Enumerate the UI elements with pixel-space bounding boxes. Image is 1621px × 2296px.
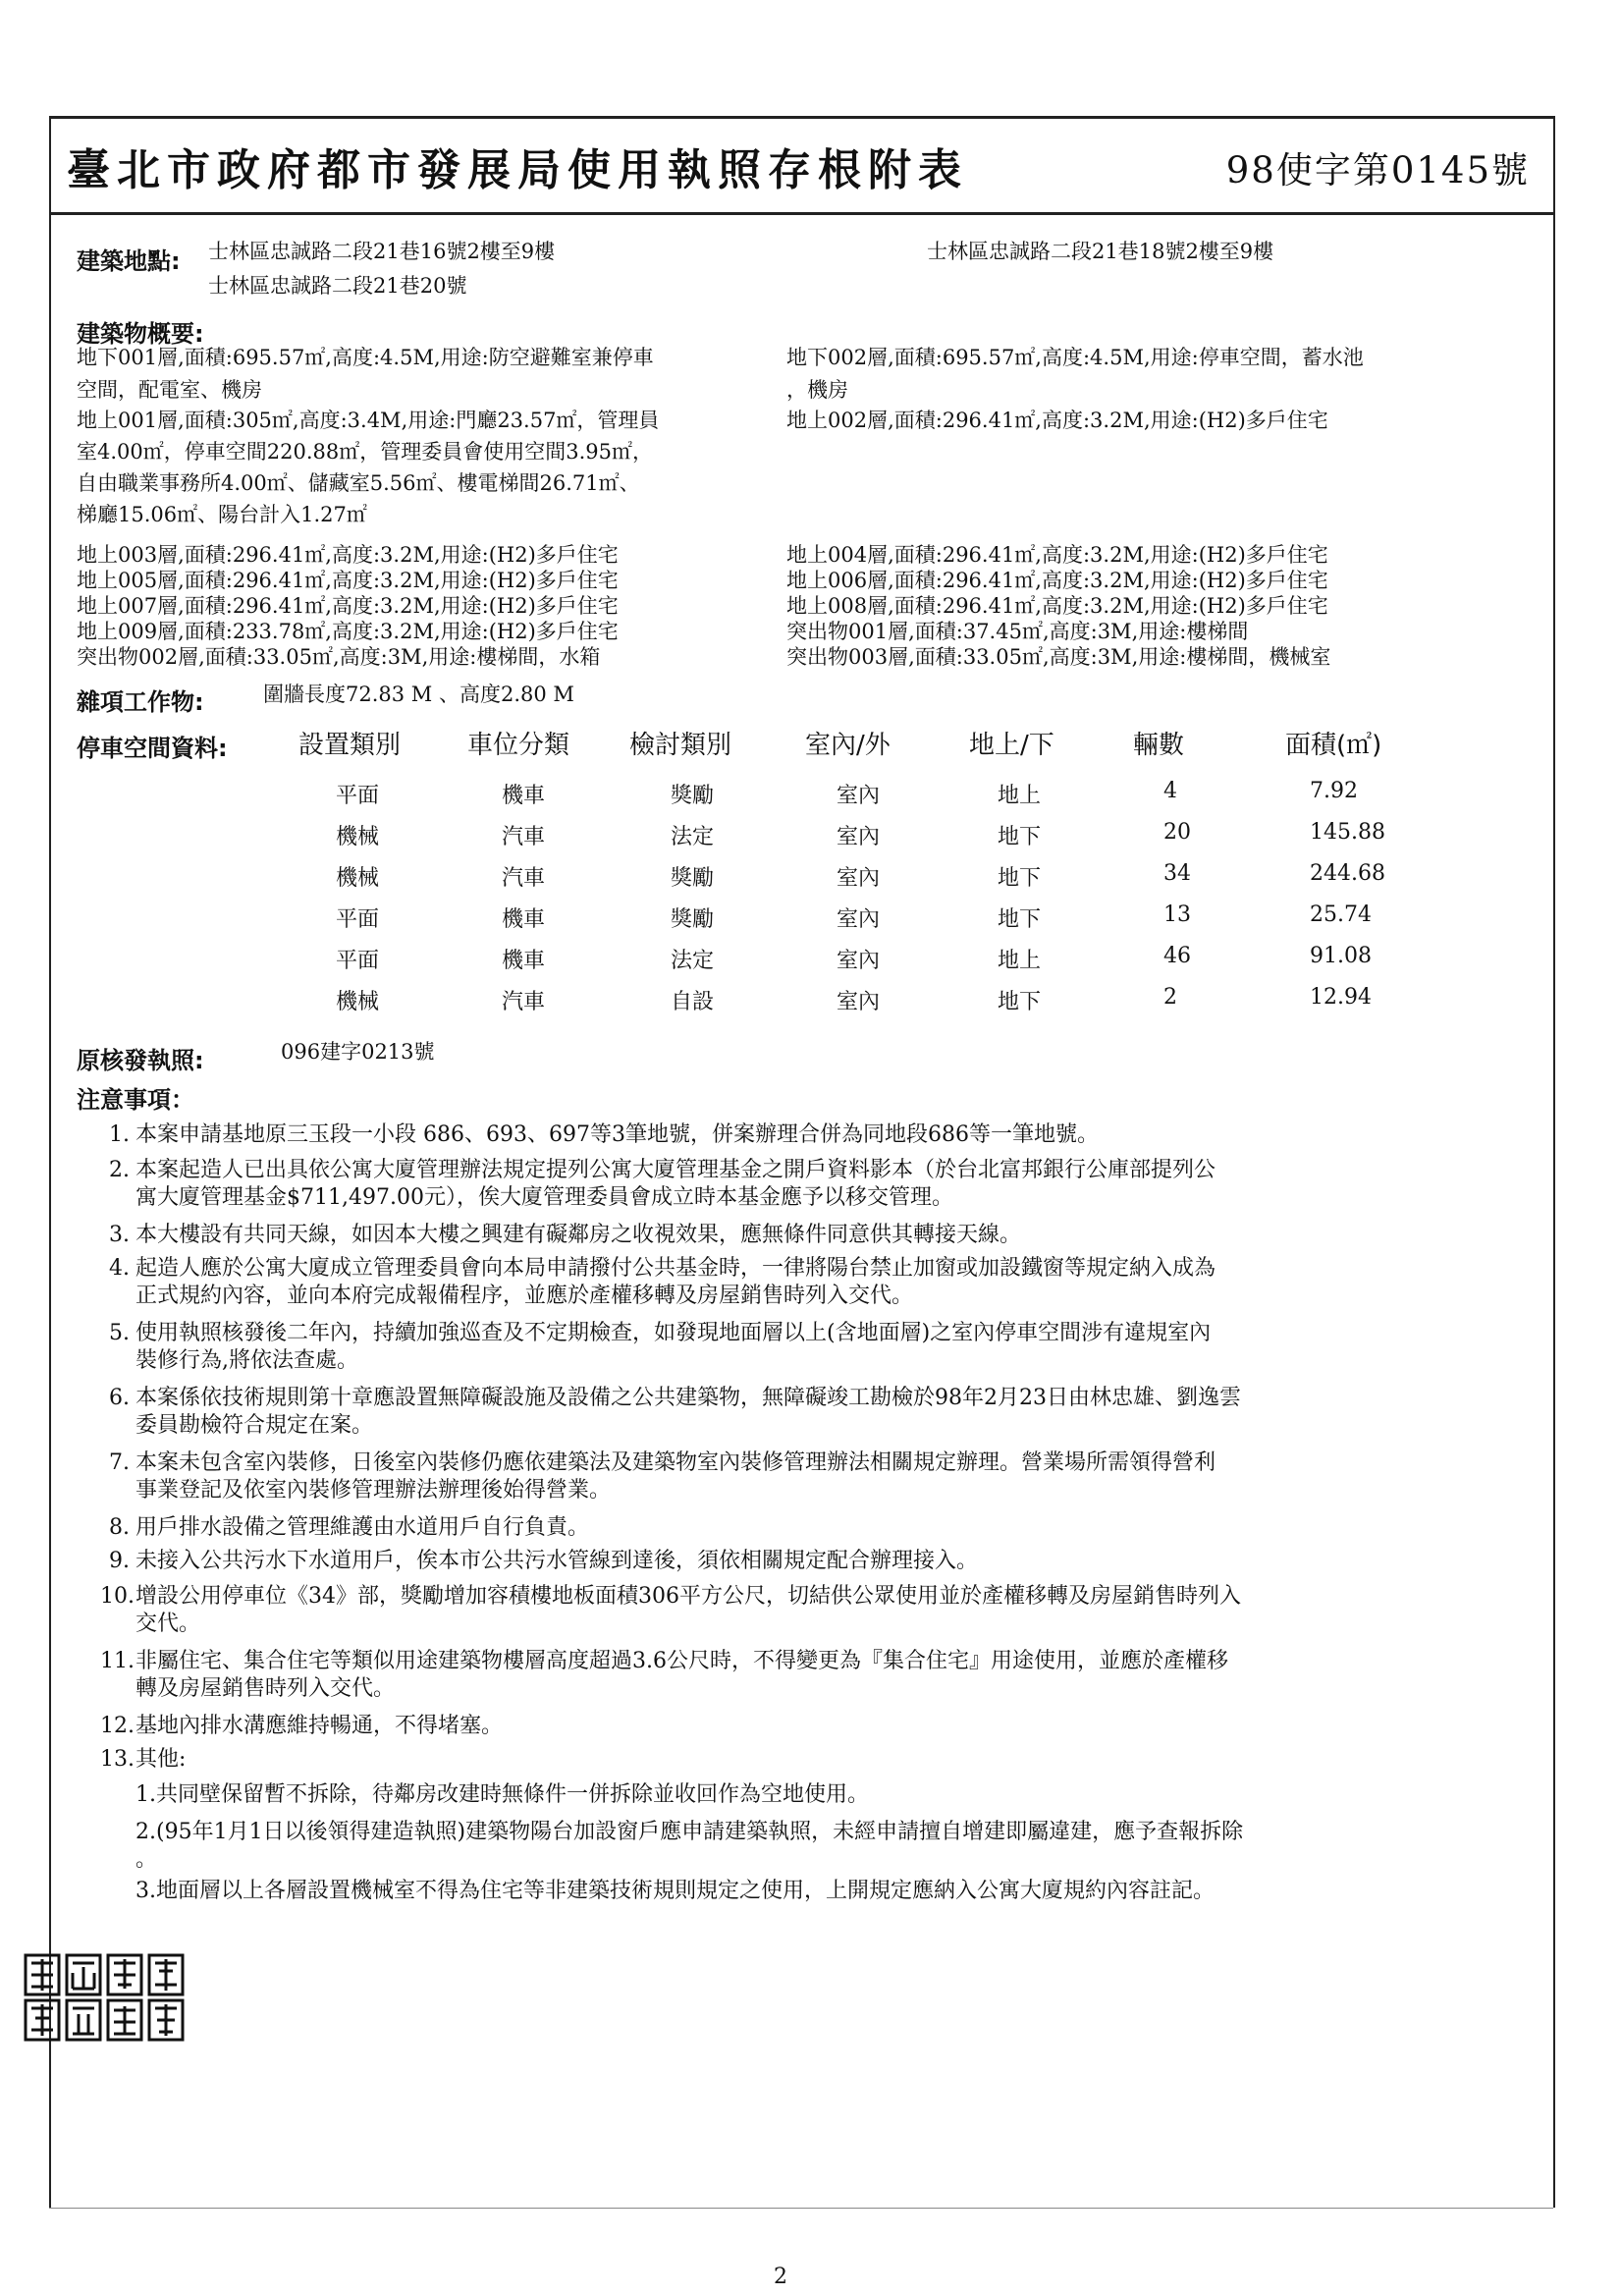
note-item (88, 1548, 1512, 1575)
notes-label: 注意事項： (77, 1086, 194, 1114)
note-item (88, 1583, 1512, 1638)
bottom-border (49, 2208, 1553, 2209)
parking-cell: 13 (1163, 902, 1191, 927)
location-address-3: 士林區忠誠路二段21巷20號 (208, 274, 467, 298)
note-text-line2: 寓大廈管理基金$711,497.00元），俟大廈管理委員會成立時本基金應予以移交管理。 (135, 1185, 953, 1210)
parking-cell: 獎勵 (671, 784, 715, 808)
overview-left-row: 地上003層,面積:296.41㎡,高度:3.2M,用途:(H2)多戶住宅 (77, 543, 619, 567)
overview-right-row: 地上008層,面積:296.41㎡,高度:3.2M,用途:(H2)多戶住宅 (786, 594, 1328, 618)
note-text-line2: 委員勘檢符合規定在案。 (135, 1413, 374, 1438)
misc-label: 雜項工作物: (77, 688, 204, 716)
note-text-line1: 非屬住宅、集合住宅等類似用途建築物樓層高度超過3.6公尺時，不得變更為『集合住宅』用途使用，並應於產權移 (135, 1649, 1228, 1673)
note-item (88, 1157, 1512, 1212)
overview-g1-line3: 自由職業事務所4.00㎡、儲藏室5.56㎡、樓電梯間26.71㎡、 (77, 471, 640, 495)
parking-cell: 地下 (998, 825, 1042, 849)
parking-cell: 機械 (336, 866, 380, 891)
parking-cell: 12.94 (1310, 985, 1372, 1010)
parking-header: 面積(㎡) (1285, 731, 1382, 760)
overview-left-row: 地上007層,面積:296.41㎡,高度:3.2M,用途:(H2)多戶住宅 (77, 594, 619, 618)
parking-cell: 34 (1163, 861, 1191, 886)
note-number: 5. (109, 1321, 130, 1345)
parking-header: 檢討類別 (629, 731, 732, 760)
parking-cell: 20 (1163, 820, 1191, 845)
note-item (88, 1648, 1512, 1703)
note-item (88, 1713, 1512, 1740)
original-permit-text: 096建字0213號 (281, 1040, 435, 1064)
parking-cell: 室內 (837, 784, 881, 808)
overview-right-row: 突出物003層,面積:33.05㎡,高度:3M,用途:樓梯間，機械室 (786, 645, 1331, 669)
overview-b2-line1: 地下002層,面積:695.57㎡,高度:4.5M,用途:停車空間，蓄水池 (786, 346, 1364, 369)
parking-cell: 室內 (837, 866, 881, 891)
parking-cell: 地下 (998, 866, 1042, 891)
parking-cell: 室內 (837, 907, 881, 932)
parking-cell: 7.92 (1310, 779, 1358, 803)
note-text-line1: 本案係依技術規則第十章應設置無障礙設施及設備之公共建築物，無障礙竣工勘檢於98年2月23日由林忠雄、劉逸雲 (135, 1386, 1241, 1410)
note-number: 2. (109, 1158, 130, 1182)
note-text-line2: 交代。 (135, 1612, 201, 1636)
parking-cell: 2 (1163, 985, 1177, 1010)
parking-header: 車位分類 (467, 731, 570, 760)
location-label: 建築地點: (77, 247, 181, 275)
note-text-line2: 轉及房屋銷售時列入交代。 (135, 1676, 396, 1701)
parking-cell: 機車 (502, 949, 546, 973)
parking-cell: 平面 (336, 907, 380, 932)
parking-cell: 汽車 (502, 866, 546, 891)
overview-g1-line4: 梯廳15.06㎡、陽台計入1.27㎡ (77, 503, 367, 526)
overview-right-row: 突出物001層,面積:37.45㎡,高度:3M,用途:樓梯間 (786, 620, 1249, 643)
parking-cell: 機車 (502, 784, 546, 808)
original-permit-label: 原核發執照: (77, 1047, 204, 1074)
note-text-line1: 本案未包含室內裝修，日後室內裝修仍應依建築法及建築物室內裝修管理辦法相關規定辦理。營業場所需領得營利 (135, 1450, 1216, 1475)
note-item (88, 1121, 1512, 1149)
note-item (88, 1746, 1512, 1774)
overview-g1-line2: 室4.00㎡，停車空間220.88㎡，管理委員會使用空間3.95㎡， (77, 440, 653, 464)
overview-right-row: 地上006層,面積:296.41㎡,高度:3.2M,用途:(H2)多戶住宅 (786, 569, 1328, 592)
parking-cell: 145.88 (1310, 820, 1385, 845)
overview-right-row: 地上004層,面積:296.41㎡,高度:3.2M,用途:(H2)多戶住宅 (786, 543, 1328, 567)
parking-cell: 室內 (837, 990, 881, 1014)
parking-cell: 獎勵 (671, 866, 715, 891)
note-text-line1: 本案起造人已出具依公寓大廈管理辦法規定提列公寓大廈管理基金之開戶資料影本（於台北富邦銀行公庫部提列公 (135, 1158, 1216, 1182)
note-item (88, 1449, 1512, 1504)
overview-g1-line1: 地上001層,面積:305㎡,高度:3.4M,用途:門廳23.57㎡，管理員 (77, 409, 660, 432)
parking-cell: 46 (1163, 944, 1191, 968)
note-text-line1: 用戶排水設備之管理維護由水道用戶自行負責。 (135, 1515, 590, 1540)
parking-cell: 機械 (336, 990, 380, 1014)
header-bar (49, 119, 1553, 215)
note-text-line1: 增設公用停車位《34》部，獎勵增加容積樓地板面積306平方公尺，切結供公眾使用並於產權移轉及房屋銷售時列入 (135, 1584, 1241, 1609)
note-number: 13. (100, 1747, 135, 1772)
note-number: 12. (100, 1714, 135, 1738)
location-address-2: 士林區忠誠路二段21巷18號2樓至9樓 (927, 240, 1274, 263)
note-13-subitem: 。 (135, 1847, 158, 1872)
note-text-line2: 事業登記及依室內裝修管理辦法辦理後始得營業。 (135, 1478, 612, 1503)
parking-cell: 室內 (837, 825, 881, 849)
note-text-line1: 本大樓設有共同天線，如因本大樓之興建有礙鄰房之收視效果，應無條件同意供其轉接天線。 (135, 1223, 1022, 1247)
overview-left-row: 地上009層,面積:233.78㎡,高度:3.2M,用途:(H2)多戶住宅 (77, 620, 619, 643)
note-text-line1: 其他: (135, 1747, 187, 1772)
misc-text: 圍牆長度72.83 M 、高度2.80 M (263, 683, 574, 706)
note-text-line1: 未接入公共污水下水道用戶，俟本市公共污水管線到達後，須依相關規定配合辦理接入。 (135, 1549, 979, 1573)
parking-cell: 4 (1163, 779, 1177, 803)
note-text-line1: 起造人應於公寓大廈成立管理委員會向本局申請撥付公共基金時，一律將陽台禁止加窗或加設鐵窗等規定納入成為 (135, 1256, 1216, 1281)
note-number: 9. (109, 1549, 130, 1573)
parking-cell: 地下 (998, 990, 1042, 1014)
note-13-subitem: 3.地面層以上各層設置機械室不得為住宅等非建築技術規則規定之使用，上開規定應納入公寓大廈規約內容註記。 (135, 1879, 1215, 1903)
note-text-line1: 本案申請基地原三玉段一小段 686、693、697等3筆地號，併案辦理合併為同地段686等一筆地號。 (135, 1122, 1099, 1147)
parking-cell: 機車 (502, 907, 546, 932)
note-text-line1: 使用執照核發後二年內，持續加強巡查及不定期檢查，如發現地面層以上(含地面層)之室內停車空間涉有違規室內 (135, 1321, 1212, 1345)
note-13-subitem: 2.(95年1月1日以後領得建造執照)建築物陽台加設窗戶應申請建築執照，未經申請擅自增建即屬違建，應予查報拆除 (135, 1820, 1244, 1844)
note-number: 8. (109, 1515, 130, 1540)
parking-header: 室內/外 (805, 731, 891, 760)
page-number: 2 (774, 2265, 787, 2289)
overview-b1-line1: 地下001層,面積:695.57㎡,高度:4.5M,用途:防空避難室兼停車 (77, 346, 654, 369)
parking-cell: 地下 (998, 907, 1042, 932)
parking-cell: 汽車 (502, 825, 546, 849)
official-seal (22, 1949, 189, 2044)
note-text-line2: 裝修行為,將依法查處。 (135, 1348, 358, 1373)
overview-label: 建築物概要: (77, 320, 204, 348)
note-item (88, 1514, 1512, 1542)
document-number: 98使字第0145號 (1225, 149, 1530, 191)
note-text-line1: 基地內排水溝應維持暢通，不得堵塞。 (135, 1714, 504, 1738)
note-item (88, 1222, 1512, 1249)
note-item (88, 1255, 1512, 1310)
parking-cell: 機械 (336, 825, 380, 849)
overview-b1-line2: 空間，配電室、機房 (77, 378, 262, 402)
parking-label: 停車空間資料: (77, 735, 228, 762)
parking-cell: 室內 (837, 949, 881, 973)
parking-cell: 自設 (671, 990, 715, 1014)
parking-cell: 法定 (671, 825, 715, 849)
overview-left-row: 地上005層,面積:296.41㎡,高度:3.2M,用途:(H2)多戶住宅 (77, 569, 619, 592)
note-13-subitem: 1.共同壁保留暫不拆除，待鄰房改建時無條件一併拆除並收回作為空地使用。 (135, 1782, 869, 1807)
parking-cell: 25.74 (1310, 902, 1372, 927)
parking-cell: 汽車 (502, 990, 546, 1014)
parking-header: 地上/下 (969, 731, 1054, 760)
parking-cell: 244.68 (1310, 861, 1385, 886)
parking-cell: 地上 (998, 949, 1042, 973)
note-number: 1. (109, 1122, 130, 1147)
note-number: 7. (109, 1450, 130, 1475)
parking-cell: 法定 (671, 949, 715, 973)
note-number: 4. (109, 1256, 130, 1281)
parking-cell: 平面 (336, 949, 380, 973)
note-number: 6. (109, 1386, 130, 1410)
location-address-1: 士林區忠誠路二段21巷16號2樓至9樓 (208, 240, 556, 263)
parking-cell: 91.08 (1310, 944, 1372, 968)
note-number: 3. (109, 1223, 130, 1247)
note-item (88, 1385, 1512, 1440)
parking-cell: 平面 (336, 784, 380, 808)
parking-cell: 獎勵 (671, 907, 715, 932)
parking-cell: 地上 (998, 784, 1042, 808)
note-text-line2: 正式規約內容，並向本府完成報備程序，並應於產權移轉及房屋銷售時列入交代。 (135, 1284, 914, 1308)
note-item (88, 1320, 1512, 1375)
parking-header: 設置類別 (298, 731, 402, 760)
overview-g2: 地上002層,面積:296.41㎡,高度:3.2M,用途:(H2)多戶住宅 (786, 409, 1328, 432)
overview-left-row: 突出物002層,面積:33.05㎡,高度:3M,用途:樓梯間，水箱 (77, 645, 601, 669)
overview-b2-line2: ，機房 (786, 378, 848, 402)
note-number: 10. (100, 1584, 135, 1609)
note-number: 11. (100, 1649, 135, 1673)
document-title: 臺北市政府都市發展局使用執照存根附表 (67, 145, 968, 195)
parking-header: 輛數 (1133, 731, 1185, 760)
